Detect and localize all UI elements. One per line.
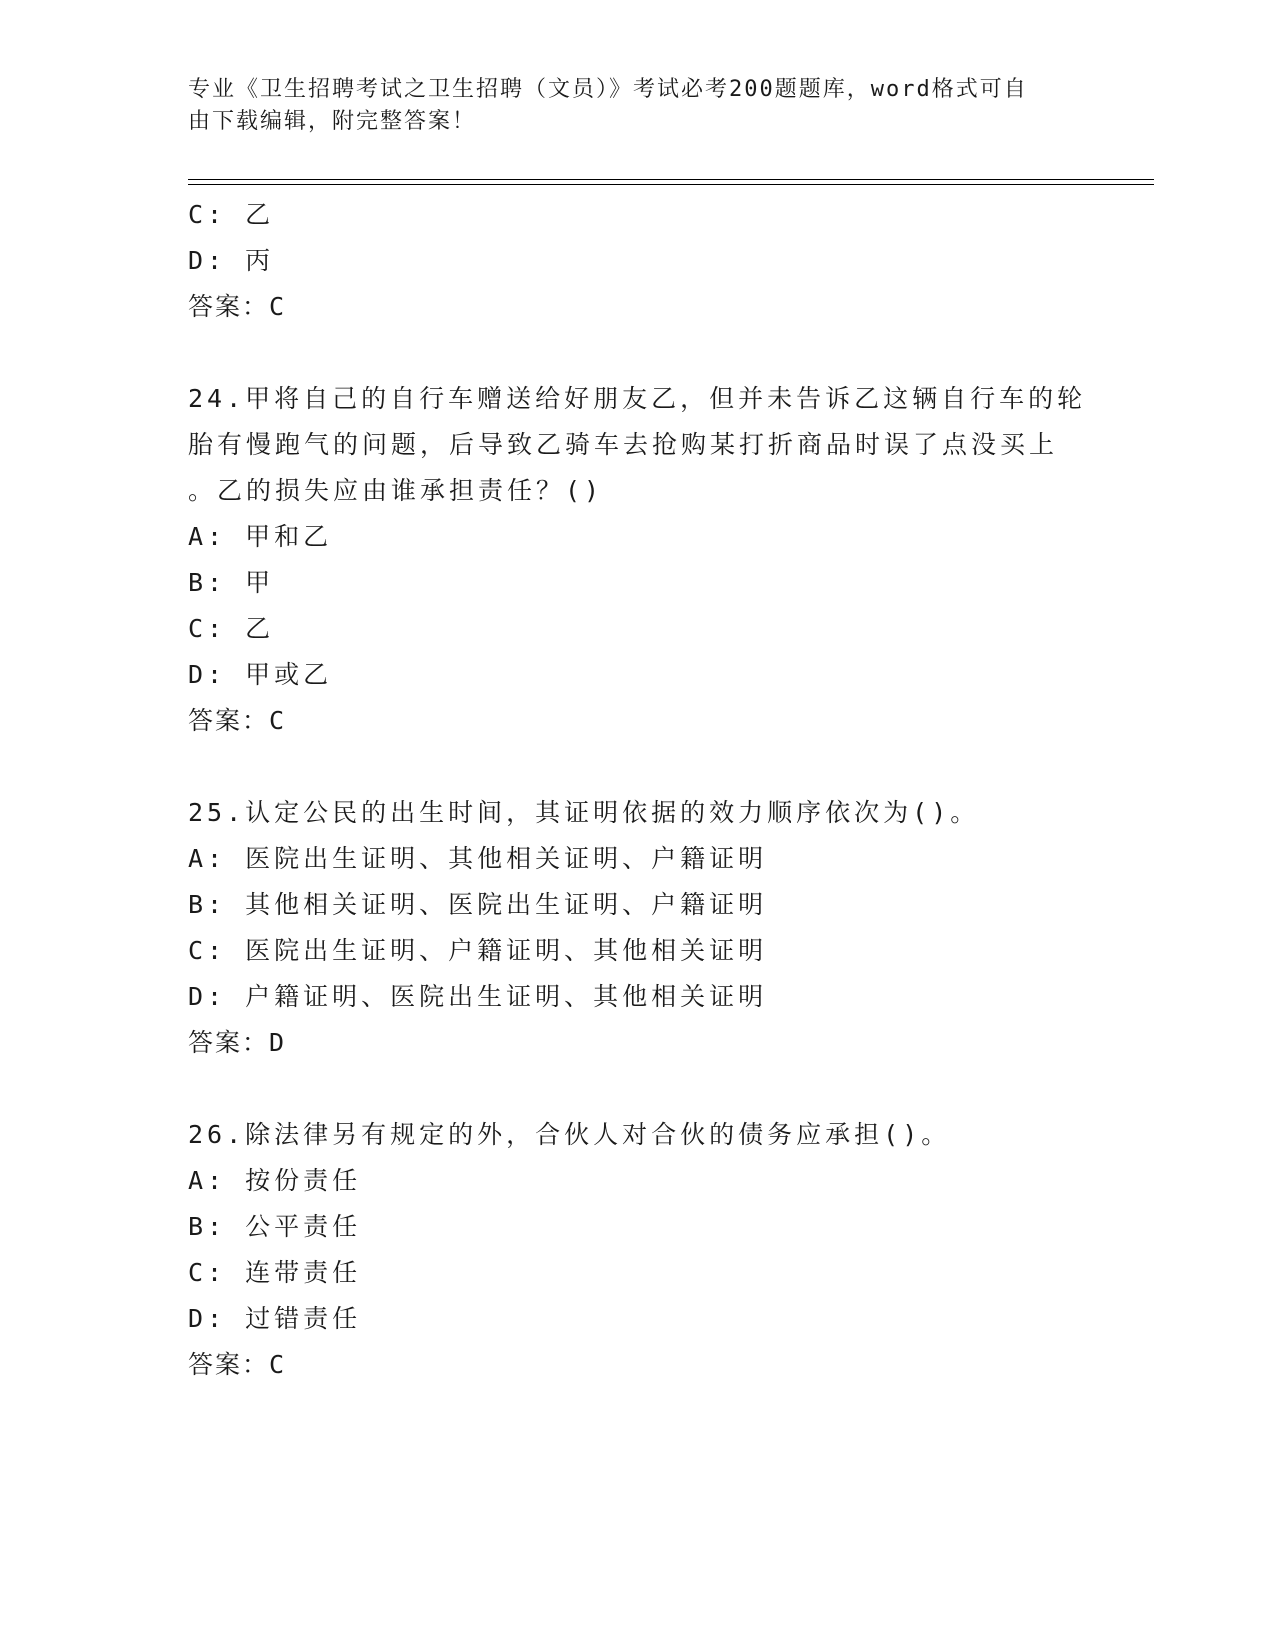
option-c: C: 连带责任 <box>188 1258 362 1287</box>
header-line-1: 专业《卫生招聘考试之卫生招聘（文员）》考试必考200题题库，word格式可自 <box>188 77 1028 102</box>
option-b: B: 甲 <box>188 568 275 597</box>
question-25 <box>188 790 1088 1066</box>
option-a: A: 医院出生证明、其他相关证明、户籍证明 <box>188 844 768 873</box>
question-text: 26.除法律另有规定的外，合伙人对合伙的债务应承担()。 <box>188 1120 951 1149</box>
spacer <box>188 1066 1088 1112</box>
option-c: C: 医院出生证明、户籍证明、其他相关证明 <box>188 936 768 965</box>
answer-line: 答案：C <box>188 706 287 735</box>
header-rule-bottom <box>188 184 1154 185</box>
option-a: A: 按份责任 <box>188 1166 362 1195</box>
option-d: D: 过错责任 <box>188 1304 362 1333</box>
header-rule-top <box>188 179 1154 180</box>
option-b: B: 公平责任 <box>188 1212 362 1241</box>
header-line-2: 由下载编辑，附完整答案！ <box>188 109 477 134</box>
option-d: D: 户籍证明、医院出生证明、其他相关证明 <box>188 982 768 1011</box>
option-d: D: 甲或乙 <box>188 660 333 689</box>
answer-line: 答案：D <box>188 1028 287 1057</box>
answer-line: 答案：C <box>188 1350 287 1379</box>
question-text: 胎有慢跑气的问题，后导致乙骑车去抢购某打折商品时误了点没买上 <box>188 430 1059 459</box>
option-c: C: 乙 <box>188 200 275 229</box>
document-body <box>188 192 1088 1388</box>
spacer <box>188 330 1088 376</box>
answer-line: 答案：C <box>188 292 287 321</box>
question-text: 。乙的损失应由谁承担责任？() <box>188 476 604 505</box>
option-c: C: 乙 <box>188 614 275 643</box>
option-a: A: 甲和乙 <box>188 522 333 551</box>
document-header <box>188 74 1088 138</box>
question-24 <box>188 376 1088 744</box>
spacer <box>188 744 1088 790</box>
question-26 <box>188 1112 1088 1388</box>
question-text: 25.认定公民的出生时间，其证明依据的效力顺序依次为()。 <box>188 798 980 827</box>
option-b: B: 其他相关证明、医院出生证明、户籍证明 <box>188 890 768 919</box>
previous-question-tail <box>188 192 1088 330</box>
question-text: 24.甲将自己的自行车赠送给好朋友乙，但并未告诉乙这辆自行车的轮 <box>188 384 1087 413</box>
option-d: D: 丙 <box>188 246 275 275</box>
